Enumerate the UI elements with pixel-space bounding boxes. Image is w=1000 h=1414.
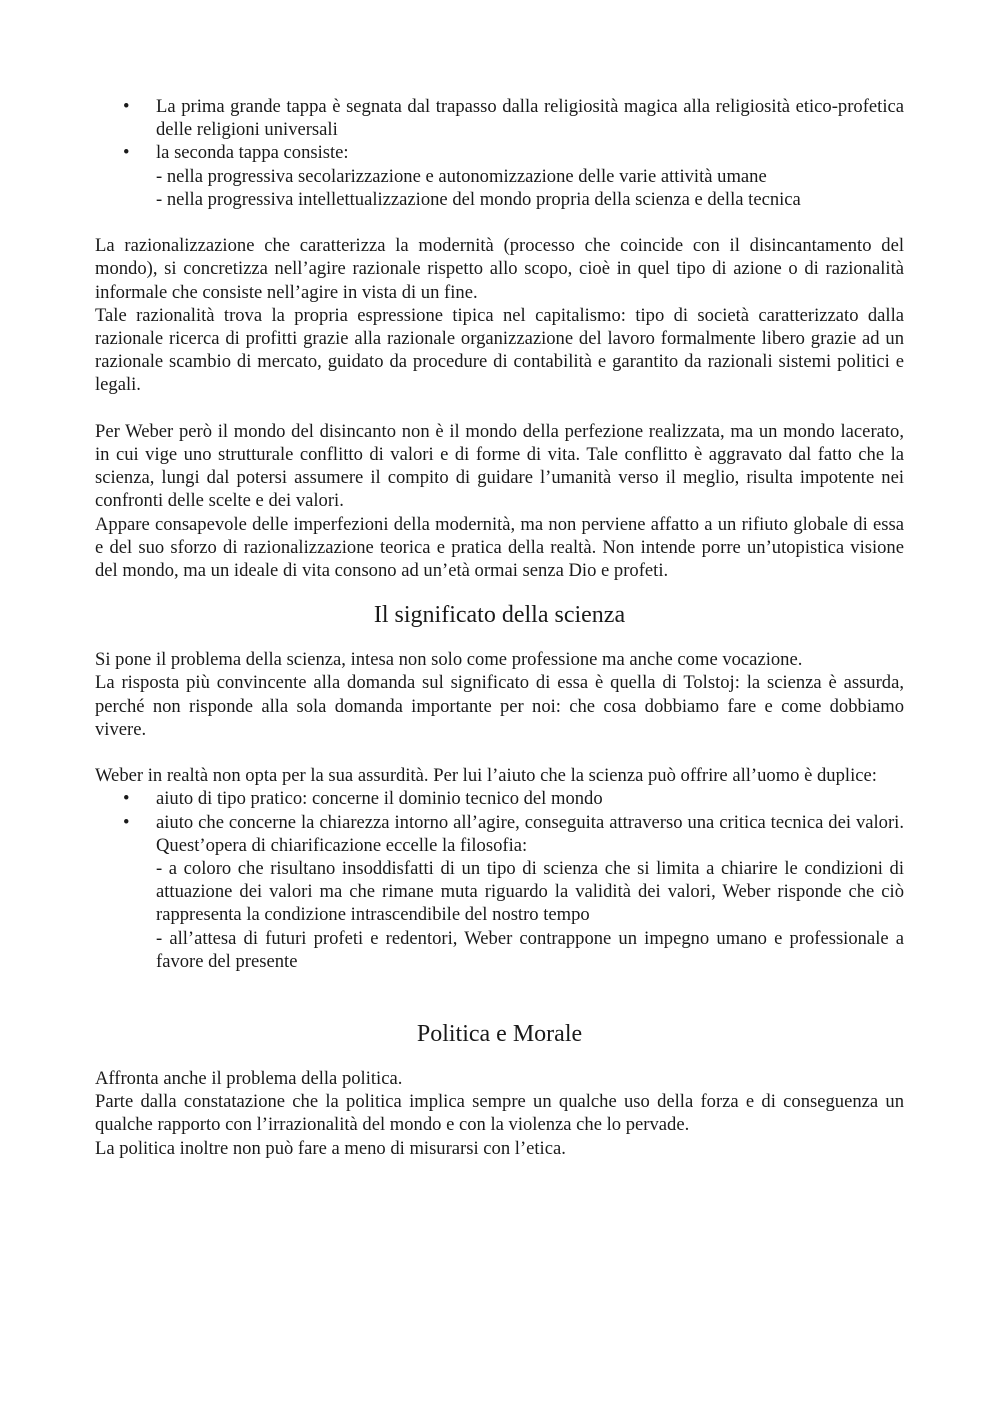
paragraph: Parte dalla constatazione che la politica implica sempre un qualche uso della forza e di conseguenza un qualche rapporto con l’irrazionalità del mondo e con la violenza che lo pervade. — [95, 1091, 904, 1136]
section-heading-scienza: Il significato della scienza — [373, 602, 626, 629]
bullet-icon: • — [123, 142, 130, 164]
bullet-icon: • — [123, 96, 130, 117]
paragraph: Appare consapevole delle imperfezioni della modernità, ma non perviene affatto a un rifiuto globale di essa e del suo sforzo di razionalizzazione teorica e pratica della realtà. Non intende porre un’utopistica visione del mondo, ma un ideale di vita consono ad un’età ormai senza Dio e profeti. — [95, 513, 904, 582]
list-item-text: la seconda tappa consiste: — [156, 142, 349, 164]
list-item-text: La prima grande tappa è segnata dal trapasso dalla religiosità magica alla religiosità etico-profetica delle religioni universali — [156, 96, 904, 141]
list-item-text: aiuto di tipo pratico: concerne il dominio tecnico del mondo — [156, 788, 603, 810]
intro-list — [95, 95, 904, 211]
list-item — [95, 787, 904, 810]
document-page — [95, 95, 904, 1160]
list-subitem: - nella progressiva intellettualizzazione del mondo propria della scienza e della tecnica — [156, 188, 801, 210]
list-subitem: - a coloro che risultano insoddisfatti di un tipo di scienza che si limita a chiarire le condizioni di attuazione dei valori ma che rimane muta riguardo la validità dei valori, Weber risponde che ciò rappresenta la condizione intrascendibile del nostro tempo — [156, 858, 904, 926]
bullet-icon: • — [123, 811, 130, 833]
paragraph: Si pone il problema della scienza, intesa non solo come professione ma anche come vocazione. — [95, 649, 803, 671]
paragraph: Weber in realtà non opta per la sua assurdità. Per lui l’aiuto che la scienza può offrire all’uomo è duplice: — [95, 765, 877, 787]
list-subitem: - nella progressiva secolarizzazione e autonomizzazione delle varie attività umane — [156, 165, 767, 187]
section-heading-politica: Politica e Morale — [416, 1021, 583, 1048]
paragraph: Affronta anche il problema della politica. — [95, 1068, 403, 1090]
paragraph: La politica inoltre non può fare a meno di misurarsi con l’etica. — [95, 1137, 566, 1159]
scienza-list — [95, 787, 904, 973]
list-item — [95, 95, 904, 141]
paragraph: La risposta più convincente alla domanda sul significato di essa è quella di Tolstoj: la scienza è assurda, perché non risponde alla sola domanda importante per noi: che cosa dobbiamo fare e come dobbiamo vivere. — [95, 672, 904, 740]
list-item-text: aiuto che concerne la chiarezza intorno all’agire, conseguita attraverso una critica tecnica dei valori. Quest’opera di chiarificazione eccelle la filosofia: — [156, 811, 904, 856]
paragraph: Per Weber però il mondo del disincanto non è il mondo della perfezione realizzata, ma un mondo lacerato, in cui vige uno strutturale conflitto di valori e di forme di vita. Tale conflitto è aggravato dal fatto che la scienza, lungi dal potersi assumere il compito di guidare l’umanità verso il meglio, risulta impotente nei confronti delle scelte e dei valori. — [95, 420, 904, 512]
paragraph: La razionalizzazione che caratterizza la modernità (processo che coincide con il disincantamento del mondo), si concretizza nell’agire razionale rispetto allo scopo, cioè in quel tipo di azione o di razionalità informale che consiste nell’agire in vista di un fine. — [95, 235, 904, 303]
list-item — [95, 811, 904, 973]
list-subitem: - all’attesa di futuri profeti e redentori, Weber contrappone un impegno umano e professionale a favore del presente — [156, 927, 904, 972]
list-item — [95, 141, 904, 211]
paragraph: Tale razionalità trova la propria espressione tipica nel capitalismo: tipo di società caratterizzato dalla razionale ricerca di profitti grazie alla razionale organizzazione del lavoro formalmente libero grazie ad un razionale scambio di mercato, guidato da procedure di contabilità e garantito da razionali sistemi politici e legali. — [95, 304, 904, 396]
bullet-icon: • — [123, 788, 130, 810]
